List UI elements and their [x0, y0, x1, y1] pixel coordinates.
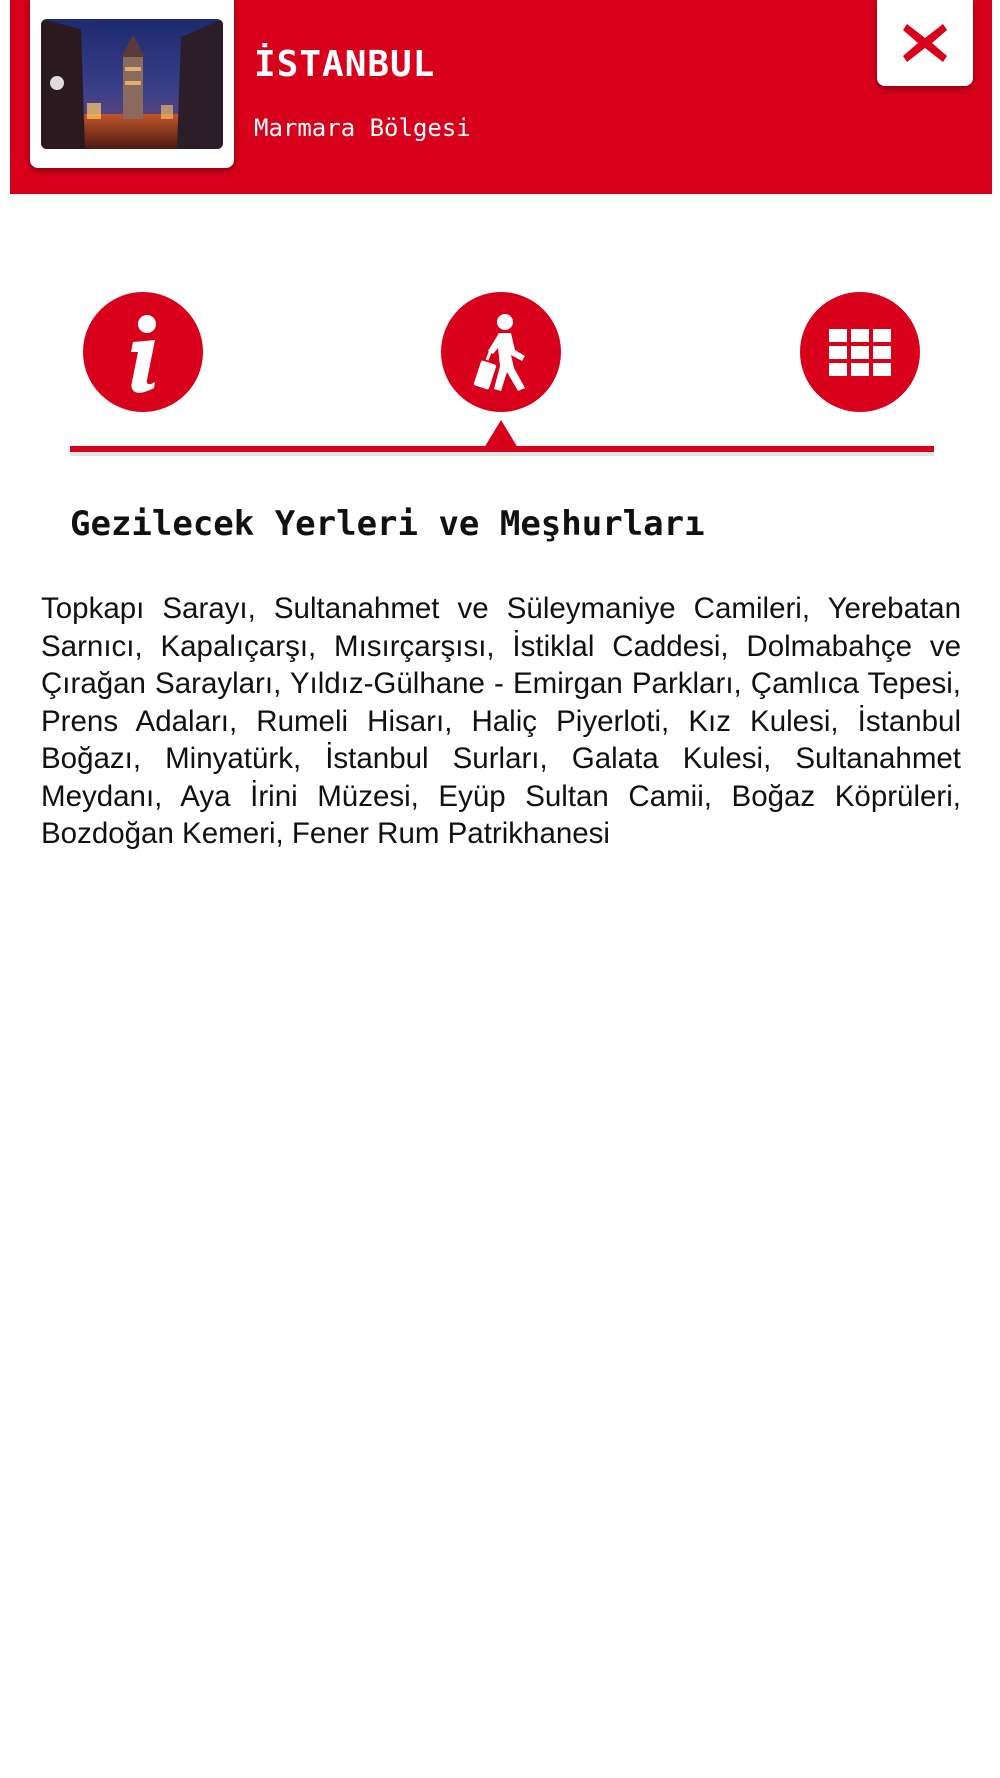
grid-icon [800, 292, 920, 412]
city-title: İSTANBUL [254, 44, 436, 85]
active-tab-indicator [484, 420, 518, 448]
city-photo [41, 19, 223, 149]
city-region: Marmara Bölgesi [254, 114, 471, 142]
section-title: Gezilecek Yerleri ve Meşhurları [70, 504, 705, 544]
tab-info[interactable] [83, 292, 203, 412]
traveler-icon [441, 292, 561, 412]
places-description: Topkapı Sarayı, Sultanahmet ve Süleymaniye Camileri, Yerebatan Sarnıcı, Kapalıçarşı, Mısırçarşısı, İstiklal Caddesi, Dolmabahçe ve Çırağan Sarayları, Yıldız-Gülhane - Emirgan Parkları, Çamlıca Tepesi, Prens Adaları, Rumeli Hisarı, Haliç Piyerloti, Kız Kulesi, İstanbul Boğazı, Minyatürk, İstanbul Surları, Galata Kulesi, Sultanahmet Meydanı, Aya İrini Müzesi, Eyüp Sultan Camii, Boğaz Köprüleri, Bozdoğan Kemeri, Fener Rum Patrikhanesi [41, 592, 961, 850]
tab-places[interactable] [441, 292, 561, 412]
close-button[interactable] [877, 0, 973, 86]
tab-underline [70, 446, 934, 456]
city-thumbnail-card [30, 0, 234, 168]
close-icon [901, 20, 949, 66]
tab-grid[interactable] [800, 292, 920, 412]
info-icon [83, 292, 203, 412]
